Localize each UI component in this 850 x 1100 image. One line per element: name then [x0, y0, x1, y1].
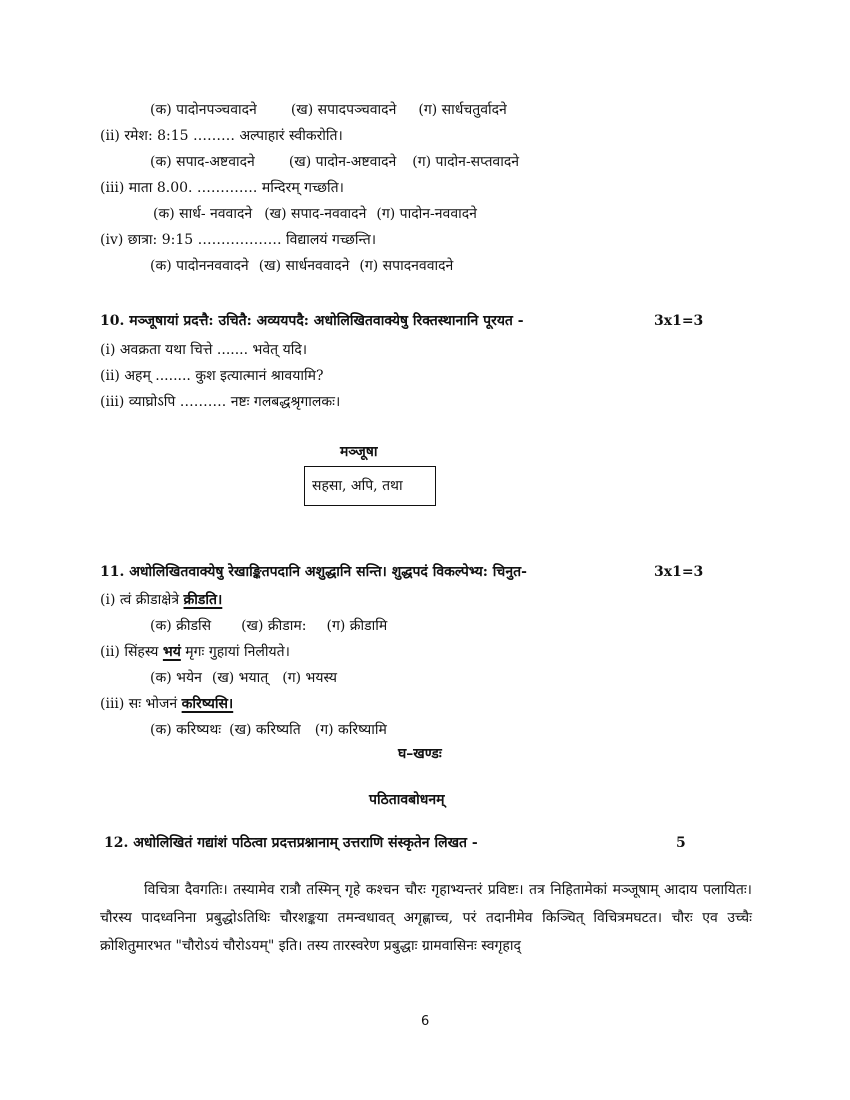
q11-heading: 11. अधोलिखितवाक्येषु रेखाङ्कितपदानि अशुद्धानि सन्ति। शुद्धपदं विकल्पेभ्य: चिनुत- — [100, 564, 527, 580]
q9-i-options — [150, 101, 507, 119]
q11-iii-options — [150, 721, 387, 739]
option-ka: (क) पादोनपञ्चवादने — [150, 102, 257, 118]
q9-iv-options — [150, 257, 453, 275]
option-ga: (ग) भयस्य — [282, 670, 338, 686]
q11-i-options — [150, 617, 387, 635]
option-ga: (ग) क्रीडामि — [326, 618, 388, 634]
q9-ii-question: (ii) रमेश: 8:15 ……… अल्पाहारं स्वीकरोति। — [100, 128, 343, 144]
option-ka: (क) सपाद-अष्टवादने — [150, 154, 255, 170]
q12-marks: 5 — [676, 835, 686, 851]
option-kha: (ख) क्रीडाम: — [241, 618, 307, 634]
q9-ii-options — [150, 153, 519, 171]
option-kha: (ख) सपादपञ्चवादने — [290, 102, 397, 118]
q11-i-question: (i) त्वं क्रीडाक्षेत्रे क्रीडति। — [100, 592, 223, 608]
underlined-word: भयं — [162, 644, 181, 660]
option-ka: (क) क्रीडसि — [150, 618, 212, 634]
q11-ii-options — [150, 669, 337, 687]
q12-passage: विचित्रा दैवगतिः। तस्यामेव रात्रौ तस्मिन् गृहे कश्चन चौरः गृहाभ्यन्तरं प्रविष्टः। तत्र निहितामेकां मञ्जूषाम् आदाय पलायितः। चौरस्य पादध्वनिना प्रबुद्धोऽतिथिः चौरशङ्कया तमन्वधावत् अगृह्णाच्च, परं तदानीमेव किञ्चित् विचित्रमघटत। चौरः एव उच्चैः क्रोशितुमारभत "चौरोऽयं चौरोऽयम्" इति। तस्य तारस्वरेण प्रबुद्धाः ग्रामवासिनः स्वगृहाद् — [100, 882, 752, 954]
option-kha: (ख) पादोन-अष्टवादने — [288, 154, 397, 170]
underlined-word: करिष्यसि। — [181, 696, 234, 712]
q12-heading: 12. अधोलिखितं गद्यांशं पठित्वा प्रदत्तप्रश्नानाम् उत्तराणि संस्कृतेन लिखत - — [104, 835, 478, 851]
q9-iv-question: (iv) छात्रा: 9:15 ……………… विद्यालयं गच्छन्ति। — [100, 232, 377, 248]
option-ka: (क) पादोननववादने — [150, 258, 249, 274]
section-khanda: घ–खण्डः — [398, 746, 442, 762]
option-kha: (ख) करिष्यति — [229, 722, 301, 738]
option-kha: (ख) भयात् — [211, 670, 269, 686]
q10-marks: 3x1=3 — [654, 313, 704, 329]
option-ka: (क) करिष्यथः — [150, 722, 222, 738]
manjusha-words: सहसा, अपि, तथा — [312, 478, 403, 494]
q10-item-iii: (iii) व्याघ्रोऽपि ………. नष्टः गलबद्धश्रृगालकः। — [100, 394, 341, 410]
q10-heading: 10. मञ्जूषायां प्रदत्तै: उचितै: अव्ययपदै: अधोलिखितवाक्येषु रिक्तस्थानानि पूरयत - — [100, 313, 524, 329]
manjusha-title: मञ्जूषा — [340, 444, 378, 460]
q11-marks: 3x1=3 — [654, 564, 704, 580]
option-ga: (ग) सपादनववादने — [359, 258, 454, 274]
underlined-word: क्रीडति। — [183, 592, 223, 608]
section-title: पठितावबोधनम् — [369, 792, 445, 808]
manjusha-box — [304, 466, 436, 506]
option-ga: (ग) सार्धचतुर्वादने — [418, 102, 507, 118]
option-kha: (ख) सपाद-नववादने — [264, 206, 367, 222]
q9-iii-question: (iii) माता 8.00. …………. मन्दिरम् गच्छति। — [100, 180, 344, 196]
option-ka: (क) सार्ध- नववादने — [153, 206, 253, 222]
option-kha: (ख) सार्धनववादने — [258, 258, 350, 274]
option-ga: (ग) पादोन-सप्तवादने — [412, 154, 520, 170]
option-ga: (ग) पादोन-नववादने — [376, 206, 477, 222]
q11-ii-question: (ii) सिंहस्य भयं मृगः गुहायां निलीयते। — [100, 644, 290, 660]
q9-iii-options — [153, 205, 477, 223]
page-number: 6 — [421, 1014, 430, 1029]
option-ka: (क) भयेन — [150, 670, 202, 686]
option-ga: (ग) करिष्यामि — [314, 722, 387, 738]
q10-item-ii: (ii) अहम् ........ कुश इत्यात्मानं श्रावयामि? — [100, 368, 324, 384]
q10-item-i: (i) अवक्रता यथा चित्ते ....... भवेत् यदि। — [100, 342, 308, 358]
q11-iii-question: (iii) सः भोजनं करिष्यसि। — [100, 696, 234, 712]
